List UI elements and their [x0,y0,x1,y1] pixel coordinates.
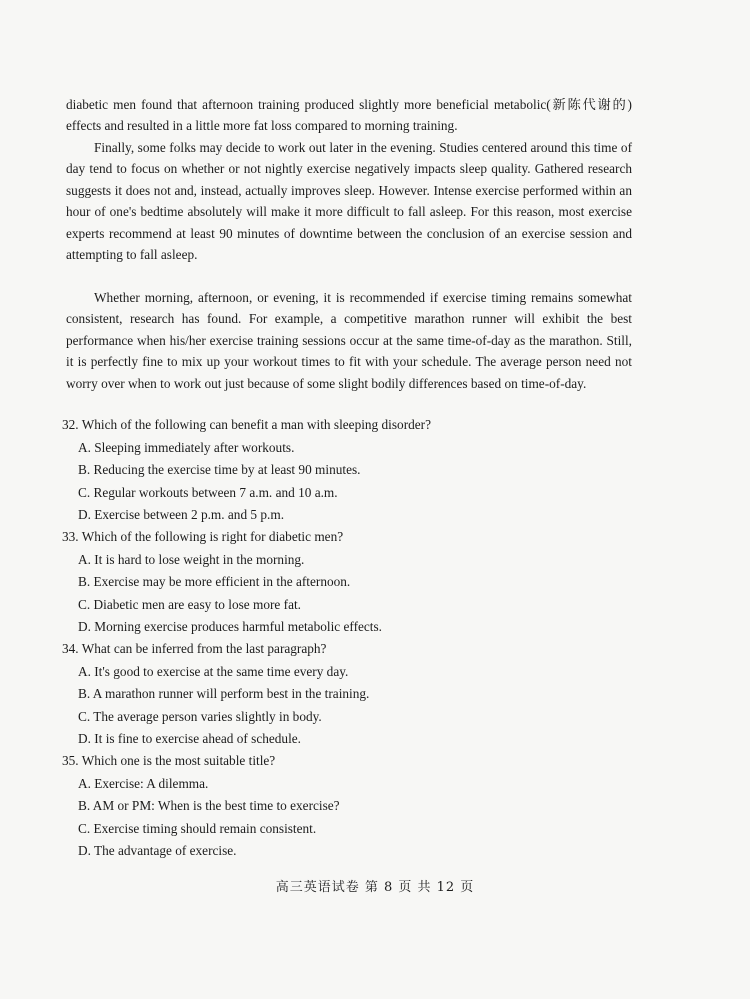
question-34-option-d: D. It is fine to exercise ahead of schedule. [78,731,302,746]
question-34-option-c: C. The average person varies slightly in body. [78,709,322,724]
question-32-option-b: B. Reducing the exercise time by at least 90 minutes. [78,462,361,477]
page-footer: 高三英语试卷 第 8 页 共 12 页 [275,880,475,895]
question-33-option-b: B. Exercise may be more efficient in the afternoon. [78,574,351,589]
passage-paragraph-evening: Finally, some folks may decide to work out later in the evening. Studies centered around this time of day tend to focus on whether or not nightly exercise negatively impacts sleep quality. Gathered research suggests it does not and, instead, actually improves sleep. However. Intense exercise performed within an hour of one's bedtime absolutely will make it more difficult to fall asleep. For this reason, most exercise experts recommend at least 90 minutes of downtime between the conclusion of an exercise session and attempting to fall asleep. [66,140,632,263]
question-35-option-b: B. AM or PM: When is the best time to exercise? [78,798,340,813]
question-33-option-d: D. Morning exercise produces harmful metabolic effects. [78,619,382,634]
question-32-option-d: D. Exercise between 2 p.m. and 5 p.m. [78,507,285,522]
question-33-option-a: A. It is hard to lose weight in the morning. [78,552,305,567]
question-34-option-a: A. It's good to exercise at the same time every day. [78,664,349,679]
question-34-stem: 34. What can be inferred from the last paragraph? [62,641,327,656]
question-35-option-a: A. Exercise: A dilemma. [78,776,209,791]
question-34-option-b: B. A marathon runner will perform best in the training. [78,686,370,701]
passage-paragraph-continued: diabetic men found that afternoon training produced slightly more beneficial metabolic(新陈代谢的) effects and resulted in a little more fat loss compared to morning training. [66,97,632,134]
question-35-option-c: C. Exercise timing should remain consistent. [78,821,317,836]
question-32-stem: 32. Which of the following can benefit a man with sleeping disorder? [62,417,432,432]
question-33-option-c: C. Diabetic men are easy to lose more fat. [78,597,302,612]
question-32-option-a: A. Sleeping immediately after workouts. [78,440,295,455]
question-35-option-d: D. The advantage of exercise. [78,843,237,858]
question-32-option-c: C. Regular workouts between 7 a.m. and 10 a.m. [78,485,338,500]
question-33-stem: 33. Which of the following is right for diabetic men? [62,529,344,544]
passage-paragraph-consistency: Whether morning, afternoon, or evening, it is recommended if exercise timing remains somewhat consistent, research has found. For example, a competitive marathon runner will exhibit the best performance when his/her exercise training sessions occur at the same time-of-day as the marathon. Still, it is perfectly fine to mix up your workout times to fit with your schedule. The average person need not worry over when to work out just because of some slight bodily differences based on time-of-day. [66,290,632,391]
question-35-stem: 35. Which one is the most suitable title? [62,753,276,768]
